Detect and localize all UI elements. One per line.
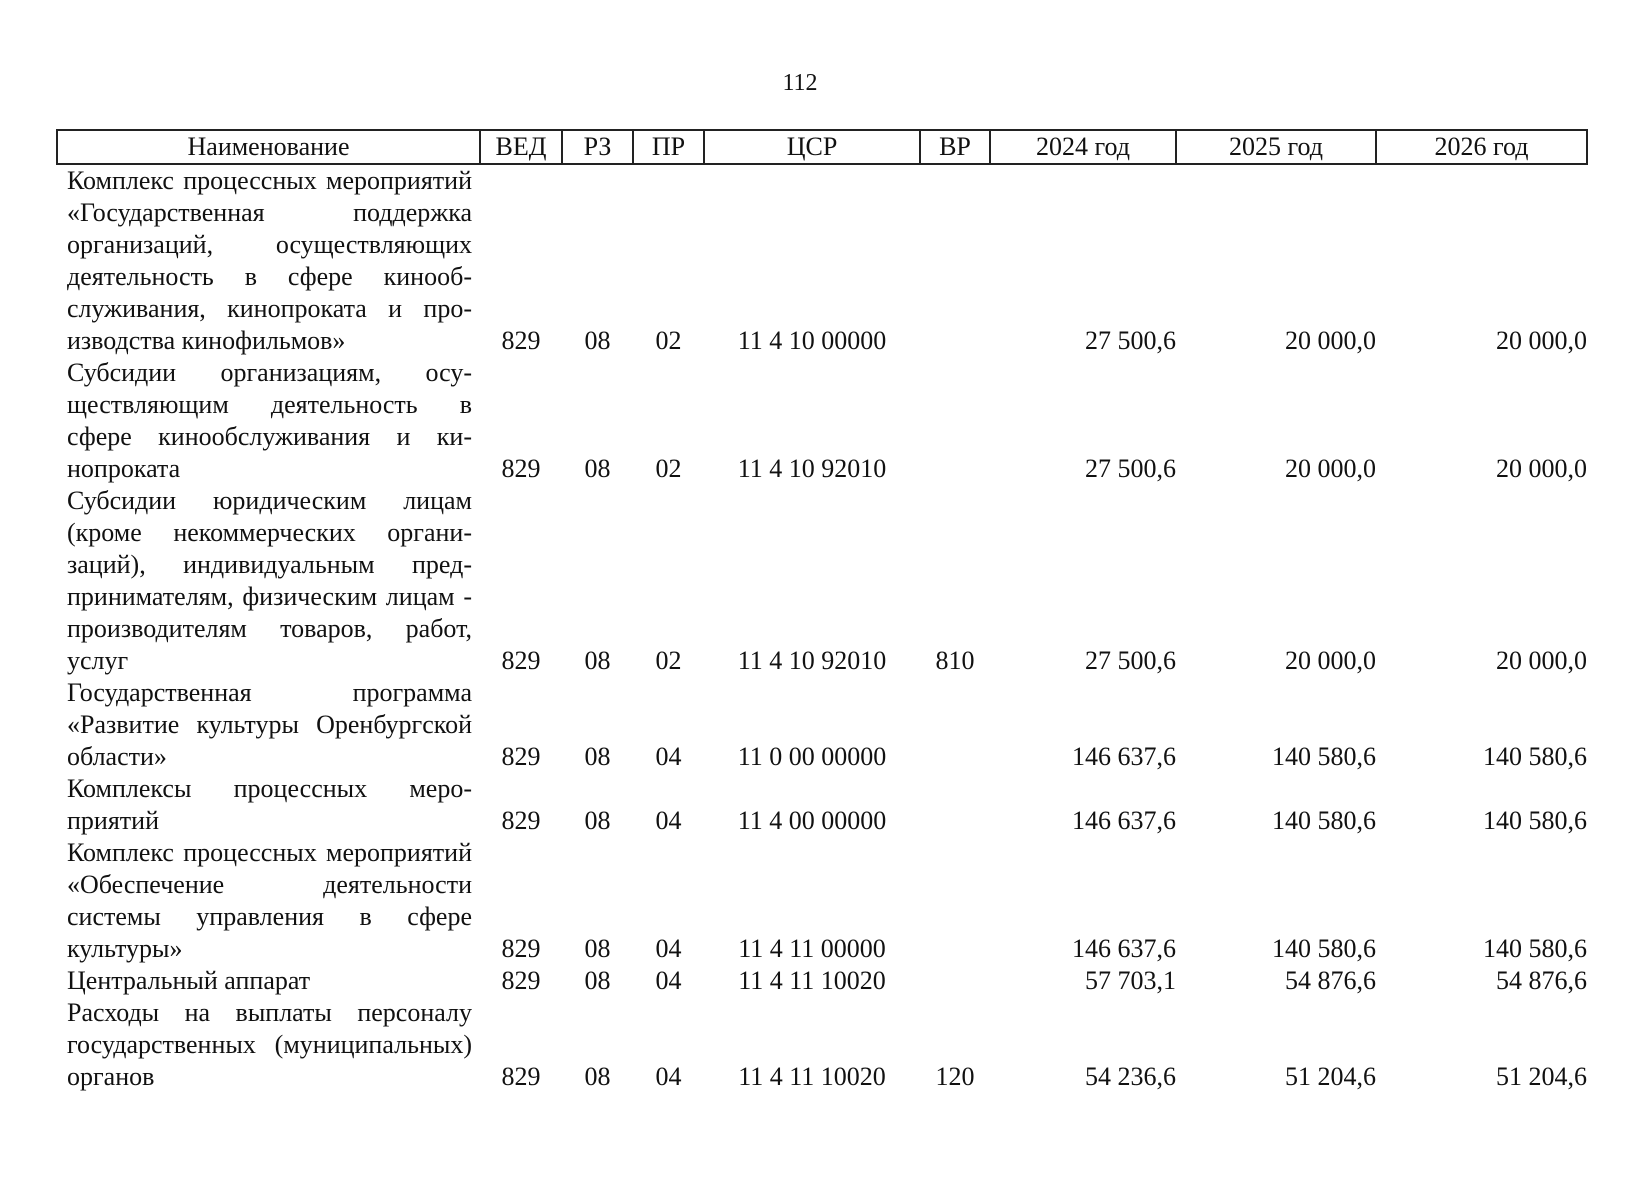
- header-ved: ВЕД: [480, 130, 562, 164]
- row-2026: 140 580,6: [1483, 742, 1587, 771]
- row-name: Комплексы процессных мероприятий: [67, 774, 472, 835]
- table-row: [57, 357, 1587, 485]
- table-row: [57, 837, 1587, 965]
- row-2025: 140 580,6: [1272, 806, 1376, 835]
- table-row: [57, 164, 1587, 357]
- row-2025: 20 000,0: [1285, 646, 1376, 675]
- row-vr: [920, 164, 990, 357]
- row-pr: 04: [655, 934, 682, 963]
- row-ved: 829: [501, 806, 541, 835]
- row-csr: 11 4 10 92010: [737, 454, 887, 483]
- row-rz: 08: [584, 454, 611, 483]
- row-vr: [920, 837, 990, 965]
- row-2025: 51 204,6: [1285, 1062, 1376, 1091]
- header-csr: ЦСР: [704, 130, 920, 164]
- row-ved: 829: [501, 966, 541, 995]
- row-vr: [920, 773, 990, 837]
- header-rz: РЗ: [562, 130, 633, 164]
- row-name: Субсидии организациям, осуществляющим деятельность в сфере кинообслуживания и кинопроката: [67, 358, 472, 483]
- row-csr: 11 4 11 10020: [738, 966, 886, 995]
- header-2025: 2025 год: [1176, 130, 1376, 164]
- row-vr: 810: [935, 646, 975, 675]
- row-2024: 146 637,6: [1072, 934, 1176, 963]
- row-csr: 11 4 11 00000: [738, 934, 886, 963]
- header-vr: ВР: [920, 130, 990, 164]
- row-2026: 51 204,6: [1496, 1062, 1587, 1091]
- header-row: [57, 130, 1587, 164]
- row-name: Расходы на выплаты персоналу государственных (муниципальных) органов: [67, 998, 472, 1091]
- header-name: Наименование: [57, 130, 480, 164]
- row-pr: 04: [655, 742, 682, 771]
- table-row: [57, 677, 1587, 773]
- row-2024: 27 500,6: [1085, 326, 1176, 355]
- row-pr: 02: [655, 326, 682, 355]
- row-2025: 140 580,6: [1272, 742, 1376, 771]
- row-2024: 146 637,6: [1072, 806, 1176, 835]
- row-ved: 829: [501, 742, 541, 771]
- row-2026: 140 580,6: [1483, 806, 1587, 835]
- row-rz: 08: [584, 326, 611, 355]
- row-2026: 20 000,0: [1496, 326, 1587, 355]
- header-pr: ПР: [633, 130, 704, 164]
- header-2026: 2026 год: [1376, 130, 1587, 164]
- row-csr: 11 4 00 00000: [737, 806, 887, 835]
- row-2026: 20 000,0: [1496, 454, 1587, 483]
- row-csr: 11 4 10 00000: [737, 326, 887, 355]
- row-ved: 829: [501, 934, 541, 963]
- budget-table: [56, 129, 1588, 1093]
- row-2024: 27 500,6: [1085, 646, 1176, 675]
- table-row: [57, 485, 1587, 677]
- row-rz: 08: [584, 1062, 611, 1091]
- row-pr: 02: [655, 646, 682, 675]
- table-row: [57, 965, 1587, 997]
- row-2024: 54 236,6: [1085, 1062, 1176, 1091]
- row-2025: 140 580,6: [1272, 934, 1376, 963]
- row-csr: 11 4 11 10020: [738, 1062, 886, 1091]
- row-rz: 08: [584, 966, 611, 995]
- row-name: Комплекс процессных мероприятий «Государственная поддержка организаций, осуществляющих деятельность в сфере кинообслуживания, кинопроката и производства кинофильмов»: [67, 166, 472, 355]
- row-csr: 11 4 10 92010: [737, 646, 887, 675]
- row-ved: 829: [501, 1062, 541, 1091]
- row-pr: 04: [655, 966, 682, 995]
- row-2025: 20 000,0: [1285, 454, 1376, 483]
- row-2024: 57 703,1: [1085, 966, 1176, 995]
- row-vr: [920, 357, 990, 485]
- row-vr: [920, 965, 990, 997]
- row-name: Субсидии юридическим лицам (кроме некоммерческих организаций), индивидуальным предпринимателям, физическим лицам - производителям товаров, работ, услуг: [67, 486, 472, 675]
- row-2026: 54 876,6: [1496, 966, 1587, 995]
- row-2024: 27 500,6: [1085, 454, 1176, 483]
- row-2025: 20 000,0: [1285, 326, 1376, 355]
- row-rz: 08: [584, 934, 611, 963]
- table-body: [57, 164, 1587, 1093]
- row-csr: 11 0 00 00000: [737, 742, 887, 771]
- row-pr: 04: [655, 1062, 682, 1091]
- row-2026: 20 000,0: [1496, 646, 1587, 675]
- row-name: Государственная программа «Развитие культуры Оренбургской области»: [67, 678, 472, 771]
- header-2024: 2024 год: [990, 130, 1176, 164]
- row-vr: [920, 677, 990, 773]
- page-number: 112: [782, 70, 818, 96]
- row-ved: 829: [501, 326, 541, 355]
- table-row: [57, 773, 1587, 837]
- row-2024: 146 637,6: [1072, 742, 1176, 771]
- row-rz: 08: [584, 646, 611, 675]
- row-pr: 04: [655, 806, 682, 835]
- row-name: Комплекс процессных мероприятий «Обеспечение деятельности системы управления в сфере культуры»: [67, 838, 472, 963]
- table-header: [57, 130, 1587, 164]
- row-2026: 140 580,6: [1483, 934, 1587, 963]
- row-2025: 54 876,6: [1285, 966, 1376, 995]
- row-rz: 08: [584, 806, 611, 835]
- row-ved: 829: [501, 454, 541, 483]
- row-pr: 02: [655, 454, 682, 483]
- row-name: Центральный аппарат: [67, 966, 311, 995]
- table-row: [57, 997, 1587, 1093]
- row-rz: 08: [584, 742, 611, 771]
- row-ved: 829: [501, 646, 541, 675]
- row-vr: 120: [935, 1062, 975, 1091]
